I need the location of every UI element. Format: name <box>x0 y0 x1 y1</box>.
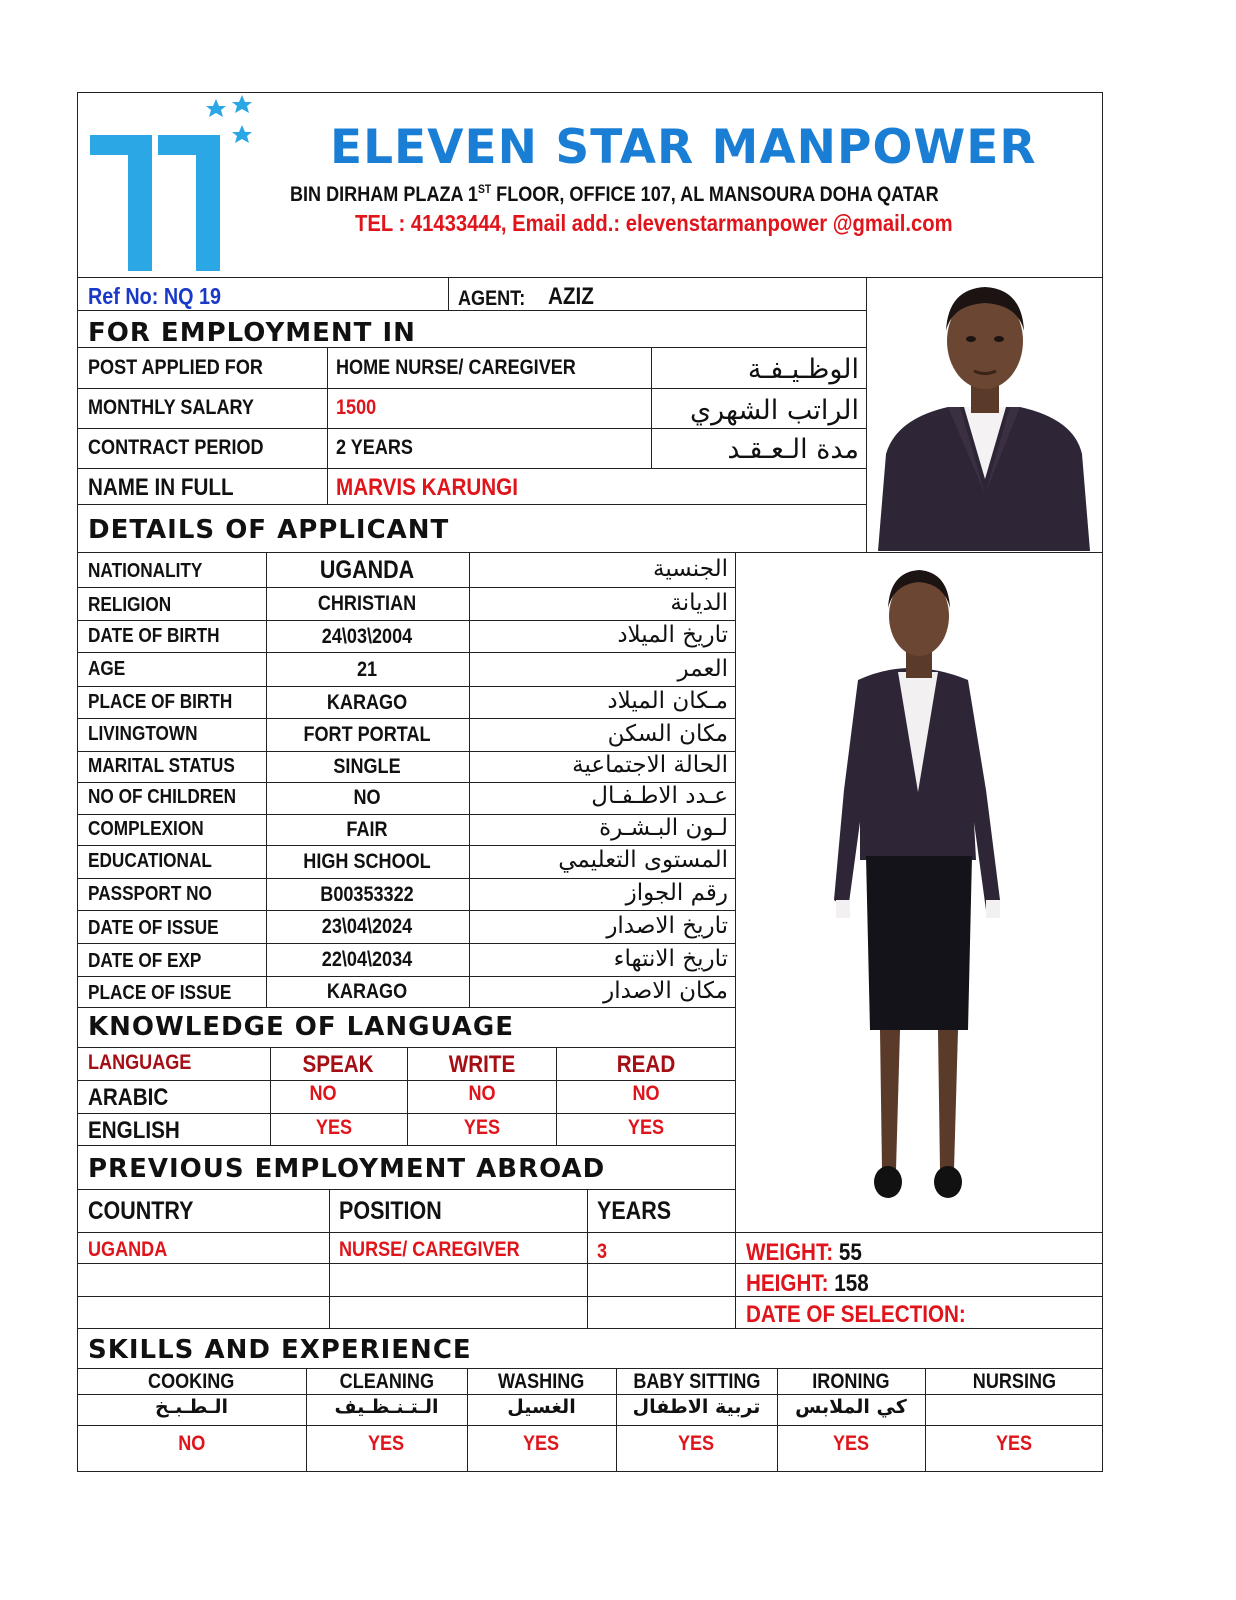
detail-label: NATIONALITY <box>88 560 203 582</box>
detail-value: KARAGO <box>326 691 408 714</box>
skill-value <box>777 1432 925 1456</box>
post-value: HOME NURSE/ CAREGIVER <box>336 356 576 379</box>
skill-value-text: YES <box>368 1432 405 1455</box>
detail-value: 23\04\2024 <box>321 915 413 938</box>
language-speak: NO <box>309 1082 337 1105</box>
skill-name <box>77 1370 306 1394</box>
name-label: NAME IN FULL <box>88 474 234 501</box>
skill-arabic: تربية الاطفال <box>632 1396 761 1418</box>
contract-label: CONTRACT PERIOD <box>88 436 264 459</box>
weight-label: WEIGHT: <box>746 1239 834 1266</box>
skill-arabic: الغسيل <box>507 1396 576 1418</box>
divider <box>651 347 652 468</box>
divider <box>77 1232 1103 1233</box>
divider <box>77 1394 1103 1395</box>
divider <box>77 1007 735 1008</box>
skill-value <box>925 1432 1103 1456</box>
skill-name-text: NURSING <box>972 1370 1056 1393</box>
detail-arabic: الحالة الاجتماعية <box>572 752 728 778</box>
divider <box>77 1113 735 1114</box>
divider <box>77 1189 735 1190</box>
divider <box>587 1189 588 1328</box>
divider <box>77 1145 735 1146</box>
divider <box>77 587 735 588</box>
detail-value: CHRISTIAN <box>317 592 417 615</box>
skill-arabic: كي الملابس <box>795 1396 907 1418</box>
detail-label: AGE <box>88 658 126 680</box>
company-contact: TEL : 41433444, Email add.: elevenstarmanpower @gmail.com <box>355 210 953 236</box>
divider <box>270 1047 271 1145</box>
weight-field <box>746 1239 862 1267</box>
skill-arabic: الـتـنـظـيف <box>334 1396 439 1418</box>
divider <box>77 652 735 653</box>
company-logo <box>88 95 263 275</box>
detail-arabic: مكان السكن <box>607 721 728 747</box>
divider <box>77 878 735 879</box>
height-label: HEIGHT: <box>746 1270 829 1297</box>
divider <box>735 1232 736 1328</box>
address-part-2: FLOOR, OFFICE 107, AL MANSOURA DOHA QATAR <box>491 183 939 206</box>
detail-arabic: العمر <box>677 656 728 682</box>
detail-label: DATE OF BIRTH <box>88 625 220 647</box>
skill-name-text: WASHING <box>498 1370 585 1393</box>
skill-value <box>306 1432 467 1456</box>
full-body-photo <box>800 560 1040 1230</box>
full-body-illustration <box>800 560 1040 1230</box>
skill-value <box>467 1432 616 1456</box>
detail-value: FORT PORTAL <box>303 723 431 746</box>
detail-arabic: عـدد الاطـفـال <box>591 783 728 809</box>
detail-label: PASSPORT NO <box>88 883 212 905</box>
detail-arabic: مـكان الميلاد <box>607 688 728 714</box>
company-address <box>290 182 939 207</box>
weight-value: 55 <box>838 1239 862 1266</box>
skill-name-text: BABY SITTING <box>632 1370 761 1393</box>
language-read: NO <box>632 1082 660 1105</box>
contract-value: 2 YEARS <box>336 436 413 459</box>
divider <box>77 277 1103 278</box>
detail-value: HIGH SCHOOL <box>303 850 431 873</box>
detail-value: 21 <box>356 658 378 681</box>
divider <box>448 277 449 310</box>
divider <box>77 686 735 687</box>
detail-label: MARITAL STATUS <box>88 755 235 777</box>
detail-arabic: الديانة <box>670 590 728 616</box>
detail-label: COMPLEXION <box>88 818 204 840</box>
divider <box>77 976 735 977</box>
write-col-header: WRITE <box>448 1051 516 1078</box>
previous-country: UGANDA <box>88 1238 168 1261</box>
language-write: NO <box>468 1082 496 1105</box>
skill-name-text: CLEANING <box>339 1370 434 1393</box>
detail-value: B00353322 <box>320 883 414 906</box>
ref-number: Ref No: NQ 19 <box>88 283 221 309</box>
agent-label: AGENT: <box>458 287 526 310</box>
detail-value: UGANDA <box>319 556 415 584</box>
detail-label: DATE OF ISSUE <box>88 917 219 939</box>
address-sup: ST <box>477 182 492 196</box>
skill-value-text: YES <box>678 1432 715 1455</box>
company-name: ELEVEN STAR MANPOWER <box>330 120 1037 175</box>
skill-name <box>616 1370 777 1394</box>
divider <box>77 468 867 469</box>
detail-arabic: تاريخ الاصدار <box>606 913 728 939</box>
post-label: POST APPLIED FOR <box>88 356 263 379</box>
divider <box>77 718 735 719</box>
portrait-photo <box>868 279 1102 551</box>
skill-name-text: IRONING <box>812 1370 890 1393</box>
skill-value <box>77 1432 306 1456</box>
name-value: MARVIS KARUNGI <box>336 474 518 501</box>
agent-value: AZIZ <box>548 283 594 310</box>
salary-label: MONTHLY SALARY <box>88 396 254 419</box>
detail-value: 24\03\2004 <box>321 625 413 648</box>
skill-value <box>616 1432 777 1456</box>
language-col-header: LANGUAGE <box>88 1051 192 1074</box>
detail-label: NO OF CHILDREN <box>88 786 237 808</box>
salary-arabic: الراتب الشهري <box>689 395 859 426</box>
detail-value: SINGLE <box>333 755 401 778</box>
divider <box>77 428 867 429</box>
skill-value-text: YES <box>995 1432 1033 1455</box>
portrait-illustration <box>868 279 1102 551</box>
language-heading: KNOWLEDGE OF LANGUAGE <box>88 1012 514 1042</box>
divider <box>77 504 867 505</box>
salary-value: 1500 <box>336 396 377 419</box>
detail-arabic: لـون البـشـرة <box>599 815 728 841</box>
employment-heading: FOR EMPLOYMENT IN <box>88 318 416 348</box>
divider <box>77 620 735 621</box>
speak-col-header: SPEAK <box>302 1051 374 1078</box>
divider <box>77 1425 1103 1426</box>
language-write: YES <box>463 1116 501 1139</box>
post-arabic: الوظـيـفـة <box>747 354 859 385</box>
divider <box>77 943 735 944</box>
divider <box>77 388 867 389</box>
language-read: YES <box>627 1116 665 1139</box>
skill-arabic: الـطـبـخ <box>154 1396 229 1418</box>
selection-date-label: DATE OF SELECTION: <box>746 1301 966 1328</box>
skill-name <box>925 1370 1103 1394</box>
position-col-header: POSITION <box>339 1197 442 1225</box>
detail-arabic: رقم الجواز <box>625 880 728 906</box>
details-heading: DETAILS OF APPLICANT <box>88 515 450 545</box>
divider <box>77 552 1103 553</box>
detail-label: EDUCATIONAL <box>88 850 212 872</box>
address-part: BIN DIRHAM PLAZA 1 <box>290 183 478 206</box>
height-field <box>746 1270 869 1298</box>
divider <box>77 1047 735 1048</box>
skill-name <box>467 1370 616 1394</box>
detail-arabic: الجنسية <box>653 556 728 582</box>
skill-name <box>306 1370 467 1394</box>
detail-value: KARAGO <box>326 980 408 1003</box>
read-col-header: READ <box>616 1051 676 1078</box>
detail-label: RELIGION <box>88 594 172 616</box>
divider <box>407 1047 408 1145</box>
divider <box>77 1296 1103 1297</box>
detail-value: 22\04\2034 <box>321 948 413 971</box>
detail-arabic: تاريخ الميلاد <box>617 622 728 648</box>
divider <box>327 347 328 504</box>
divider <box>866 277 867 552</box>
contract-arabic: مدة الـعـقـد <box>727 434 859 465</box>
skills-heading: SKILLS AND EXPERIENCE <box>88 1335 472 1365</box>
skill-value-text: YES <box>832 1432 870 1455</box>
language-name: ARABIC <box>88 1084 169 1111</box>
height-value: 158 <box>834 1270 869 1297</box>
skill-name-text: COOKING <box>148 1370 235 1393</box>
detail-arabic: مكان الاصدار <box>603 978 728 1004</box>
divider <box>77 845 735 846</box>
detail-arabic: تاريخ الانتهاء <box>613 946 728 972</box>
logo-graphic <box>88 95 263 275</box>
divider <box>329 1189 330 1328</box>
skill-name <box>777 1370 925 1394</box>
divider <box>77 910 735 911</box>
previous-years: 3 <box>597 1240 608 1263</box>
detail-value: FAIR <box>346 818 388 841</box>
detail-label: DATE OF EXP <box>88 950 202 972</box>
previous-heading: PREVIOUS EMPLOYMENT ABROAD <box>88 1154 606 1184</box>
divider <box>77 1263 1103 1264</box>
divider <box>556 1047 557 1145</box>
skill-value-text: YES <box>523 1432 560 1455</box>
years-col-header: YEARS <box>597 1197 672 1225</box>
skill-value-text: NO <box>177 1432 206 1455</box>
detail-label: LIVINGTOWN <box>88 723 198 745</box>
detail-arabic: المستوى التعليمي <box>558 847 728 873</box>
detail-label: PLACE OF BIRTH <box>88 691 233 713</box>
previous-position: NURSE/ CAREGIVER <box>339 1238 520 1261</box>
divider <box>77 1080 735 1081</box>
language-name: ENGLISH <box>88 1117 180 1144</box>
detail-label: PLACE OF ISSUE <box>88 982 232 1004</box>
country-col-header: COUNTRY <box>88 1197 194 1225</box>
divider <box>735 552 736 1232</box>
detail-value: NO <box>353 786 381 809</box>
divider <box>77 1368 1103 1369</box>
language-speak: YES <box>315 1116 353 1139</box>
